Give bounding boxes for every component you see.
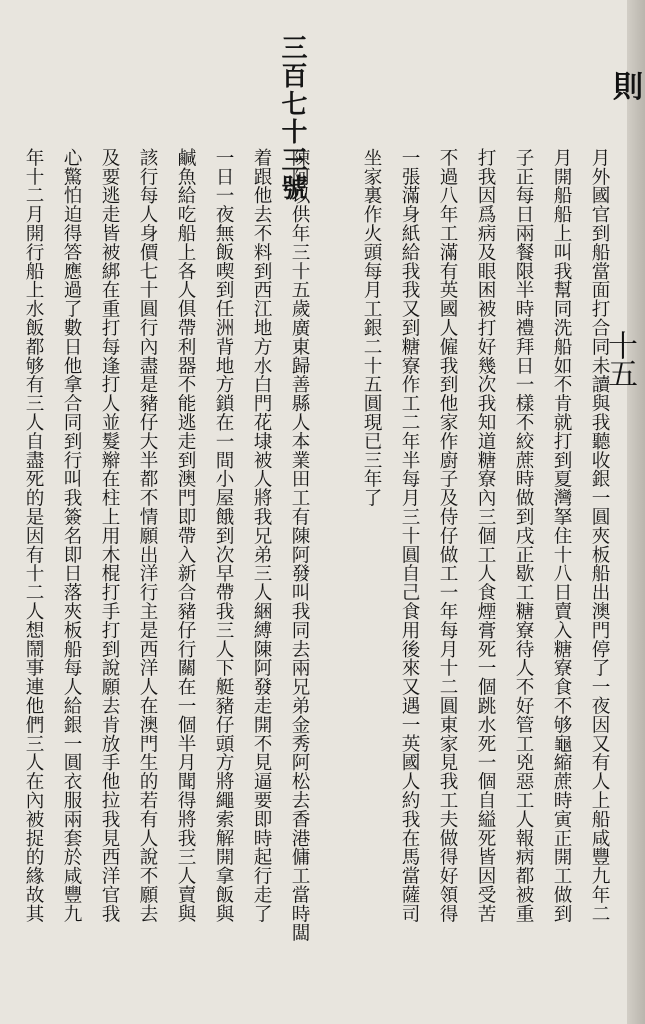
text-column-1: 月外國官到船當面打合同未讀與我聽收銀一圓夾板船出澳門停了一夜因又有人上船咸豐九年二 bbox=[589, 148, 610, 923]
text-column-4: 打我因爲病及眼困被打好幾次我知道糖寮內三個工人食煙膏死一個跳水死一個自縊死皆因受苦 bbox=[475, 148, 496, 923]
text-column-13: 及要逃走皆被綁在重打每逢打人並髮辮在柱上用木棍打手打到說願去肯放手他拉我見西洋官我 bbox=[99, 148, 120, 923]
text-column-7: 坐家裏作火頭每月工銀二十五圓現已三年了 bbox=[361, 148, 382, 508]
book-gutter bbox=[627, 0, 645, 1024]
text-column-3: 子正每日兩餐限半時禮拜日一樣不絞蔗時做到戌正歇工糖寮待人不好管工兇惡工人報病都被重 bbox=[513, 148, 534, 923]
entry-title: 三百七十三號 bbox=[277, 34, 307, 202]
text-column-2: 月開船船上叫我幫同洗船如不肯就打到夏灣拏住十八日賣入糖寮食不够龜縮蔗時寅正開工做到 bbox=[551, 148, 572, 923]
page-number: 十五 bbox=[602, 330, 637, 386]
text-column-5: 不過八年工滿有英國人僱我到他家作廚子及侍仔做工一年每月十二圓東家見我工夫做得好領得 bbox=[437, 148, 458, 923]
text-column-12: 該行每人身價七十圓行內盡是豬仔大半都不情願出洋行主是西洋人在澳門生的若有人說不願去 bbox=[137, 148, 158, 923]
edge-character: 則 bbox=[613, 70, 643, 105]
text-column-8: 陳阿以供年三十五歲廣東歸善縣人本業田工有陳阿發叫我同去兩兄弟金秀阿松去香港傭工當時闆 bbox=[289, 148, 310, 942]
text-column-9: 着跟他去不料到西江地方水白門花埭被人將我兄弟三人綑縛陳阿發走開不見逼要即時起行走了 bbox=[251, 148, 272, 923]
text-column-15: 年十二月開行船上水飯都够有三人自盡死的是因有十二人想鬧事連他們三人在內被捉的緣故其 bbox=[23, 148, 44, 923]
text-column-10: 一日一夜無飯喫到任洲背地方鎖在一間小屋餓到次早帶我三人下艇豬仔頭方將繩索解開拿飯與 bbox=[213, 148, 234, 923]
text-column-11: 鹹魚給吃船上各人俱帶利器不能逃走到澳門即帶入新合豬仔行關在一個半月聞得將我三人賣與 bbox=[175, 148, 196, 923]
text-column-6: 一張滿身紙給我我又到糖寮作工二年半每月三十圓自己食用後來又遇一英國人約我在馬當薩司 bbox=[399, 148, 420, 923]
text-column-14: 心驚怕迫得答應過了數日他拿合同到行叫我簽名即日落夾板船每人給銀一圓衣服兩套於咸豐九 bbox=[61, 148, 82, 923]
